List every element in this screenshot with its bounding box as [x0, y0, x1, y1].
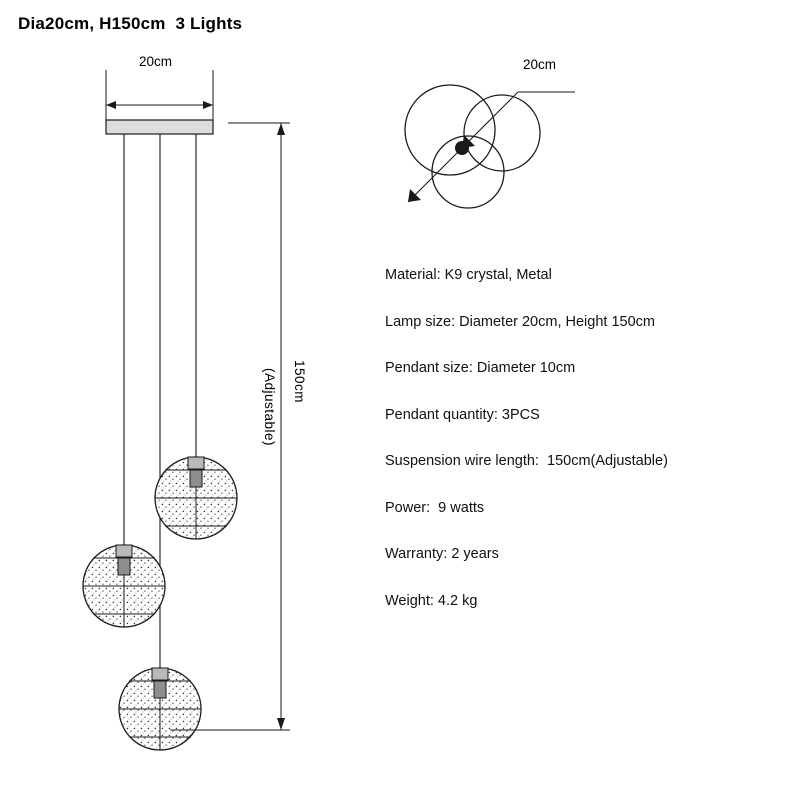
top-width-dimension-label: 20cm: [139, 54, 173, 69]
spec-item-warranty: Warranty: 2 years: [385, 546, 499, 562]
spec-item-pendant-quantity: Pendant quantity: 3PCS: [385, 406, 540, 423]
pendant-upper: [155, 457, 237, 539]
height-adjustable-note: (Adjustable): [262, 368, 277, 447]
pendant-lower: [119, 668, 201, 750]
spec-item-pendant-size: Pendant size: Diameter 10cm: [385, 360, 576, 376]
spec-item-lamp-size: Lamp size: Diameter 20cm, Height 150cm: [385, 313, 655, 330]
height-dimension-label: 150cm: [292, 360, 307, 404]
plan-diameter-label: 20cm: [523, 57, 557, 72]
pendant-middle: [83, 545, 165, 627]
spec-item-weight: Weight: 4.2 kg: [385, 592, 478, 609]
spec-item-power: Power: 9 watts: [385, 499, 485, 516]
front-elevation-drawing: [0, 20, 340, 800]
spec-item-wire-length: Suspension wire length: 150cm(Adjustable): [385, 453, 668, 469]
spec-item-material: Material: K9 crystal, Metal: [385, 267, 552, 283]
plan-view-drawing: [390, 60, 620, 250]
page-title: Dia20cm, H150cm 3 Lights: [18, 14, 243, 33]
spec-list: [385, 268, 785, 640]
